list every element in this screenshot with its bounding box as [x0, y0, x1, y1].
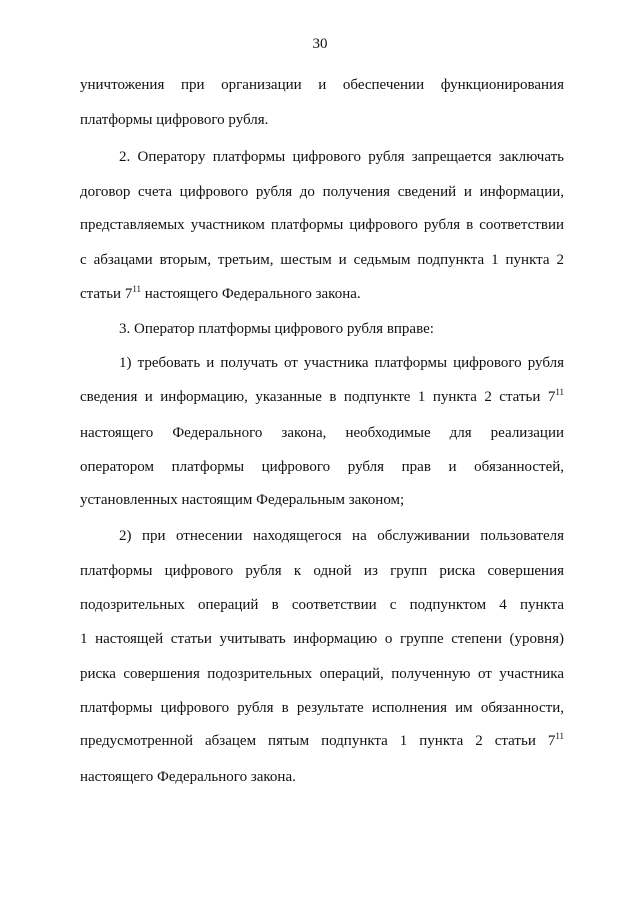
- text-line: договор счета цифрового рубля до получения сведений и информации,: [80, 184, 564, 200]
- text-line: с абзацами вторым, третьим, шестым и седьмым подпункта 1 пункта 2: [80, 252, 564, 268]
- text-fragment: статьи 7: [80, 286, 133, 302]
- text-fragment: предусмотренной абзацем пятым подпункта 1 пункта 2 статьи 7: [80, 733, 556, 749]
- text-line: настоящего Федерального закона, необходимые для реализации: [80, 425, 564, 441]
- text-line: установленных настоящим Федеральным законом;: [80, 492, 405, 508]
- superscript: 11: [555, 387, 564, 397]
- superscript: 11: [555, 731, 564, 741]
- text-line: подозрительных операций в соответствии с подпунктом 4 пункта: [80, 597, 564, 613]
- superscript: 11: [132, 284, 142, 294]
- item-2-first-line: 2) при отнесении находящегося на обслуживании пользователя: [119, 528, 564, 544]
- paragraph-3-first-line: 3. Оператор платформы цифрового рубля вправе:: [119, 321, 434, 337]
- text-line: платформы цифрового рубля в результате исполнения им обязанности,: [80, 700, 564, 716]
- text-line: 1 настоящей статьи учитывать информацию о группе степени (уровня): [80, 631, 564, 647]
- text-line: [80, 732, 564, 750]
- page-number: 30: [312, 36, 328, 52]
- text-line: [80, 285, 564, 303]
- text-line: риска совершения подозрительных операций, полученную от участника: [80, 666, 564, 682]
- paragraph-2-first-line: 2. Оператору платформы цифрового рубля запрещается заключать: [119, 149, 564, 165]
- text-line: [80, 388, 564, 406]
- text-fragment: сведения и информацию, указанные в подпункте 1 пункта 2 статьи 7: [80, 389, 556, 405]
- text-line: оператором платформы цифрового рубля прав и обязанностей,: [80, 459, 564, 475]
- text-line: уничтожения при организации и обеспечении функционирования: [80, 77, 564, 93]
- text-line: платформы цифрового рубля.: [80, 112, 269, 128]
- item-1-first-line: 1) требовать и получать от участника платформы цифрового рубля: [119, 355, 564, 371]
- text-fragment: настоящего Федерального закона.: [141, 286, 361, 302]
- text-line: настоящего Федерального закона.: [80, 769, 296, 785]
- text-line: платформы цифрового рубля к одной из групп риска совершения: [80, 563, 564, 579]
- text-line: представляемых участником платформы цифрового рубля в соответствии: [80, 217, 564, 233]
